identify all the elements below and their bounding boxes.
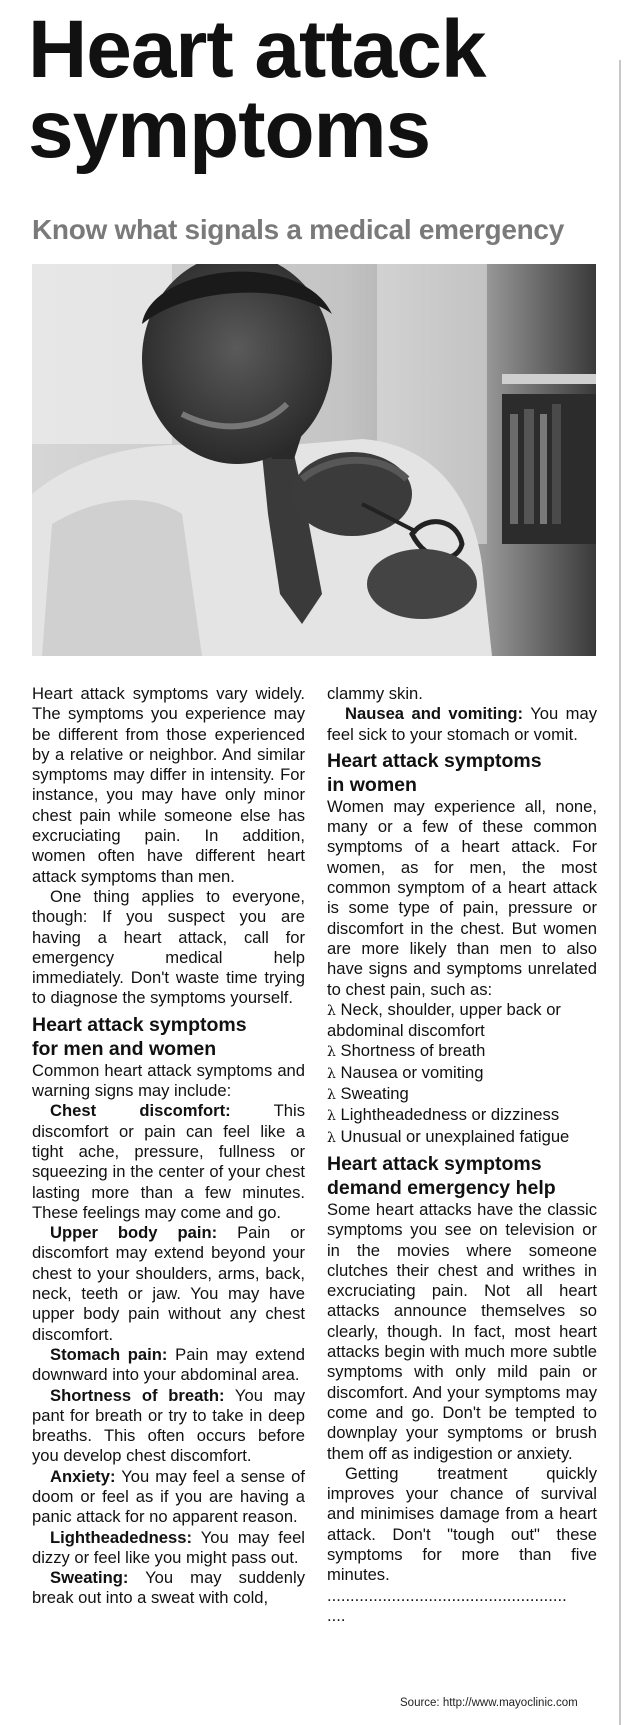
women-symptom-list <box>327 1000 597 1148</box>
column-rule <box>619 60 621 1725</box>
list-item: λ Sweating <box>327 1084 409 1104</box>
bullet-icon: λ <box>327 1002 336 1019</box>
bullet-icon: λ <box>327 1044 336 1061</box>
continued-text: clammy skin. <box>327 684 423 703</box>
article-title: Heart attack symptoms <box>28 4 486 175</box>
section-heading-men-women: Heart attack symptoms for men and women <box>32 1013 247 1060</box>
man-clutching-chest-photo <box>32 264 596 656</box>
article-column-1 <box>32 684 305 1609</box>
article-column-2 <box>327 684 597 1626</box>
section-heading-emergency: Heart attack symptoms demand emergency help <box>327 1152 556 1199</box>
bullet-icon: λ <box>327 1129 336 1146</box>
dotted-divider-end: .... <box>327 1605 346 1625</box>
section-heading-women: Heart attack symptoms in women <box>327 749 542 796</box>
warning-signs-intro: Common heart attack symptoms and warning signs may include: <box>32 1060 305 1101</box>
dotted-divider: .................................................... <box>327 1585 567 1605</box>
article-subtitle: Know what signals a medical emergency <box>32 214 564 245</box>
list-item: λ Lightheadedness or dizziness <box>327 1105 560 1125</box>
symptom-item: Stomach pain: Pain may extend downward into your abdominal area. <box>32 1344 306 1385</box>
symptom-item: Anxiety: You may feel a sense of doom or feel as if you are having a panic attack for no apparent reason. <box>32 1466 305 1527</box>
treatment-paragraph: Getting treatment quickly improves your chance of survival and minimises damage from a heart attack. Don't "tough out" these symptoms for more than five minutes. <box>327 1463 597 1585</box>
source-credit: Source: http://www.mayoclinic.com <box>400 1697 578 1709</box>
intro-paragraph: Heart attack symptoms vary widely. The symptoms you experience may be different from those experienced by a relative or neighbor. And similar symptoms may differ in intensity. For instance, you may have only minor chest pain while someone else has excruciating pain. In addition, women often have different heart attack symptoms than men. <box>32 684 305 886</box>
list-item: λ Shortness of breath <box>327 1041 486 1061</box>
list-item: λ Unusual or unexplained fatigue <box>327 1126 570 1146</box>
women-paragraph: Women may experience all, none, many or a few of these common symptoms of a heart attack. For women, as for men, the most common symptom of a heart attack is some type of pain, pressure or discomfort in the chest. But women are more likely than men to also have signs and symptoms unrelated to chest pain, such as: <box>327 796 597 999</box>
symptom-item: Chest discomfort: This discomfort or pain can feel like a tight ache, pressure, fullness or squeezing in the center of your chest lasting more than a few minutes. These feelings may come and go. <box>32 1101 305 1222</box>
symptom-item: Shortness of breath: You may pant for breath or try to take in deep breaths. This often occurs before you develop chest discomfort. <box>32 1385 305 1466</box>
advice-paragraph: One thing applies to everyone, though: If you suspect you are having a heart attack, call for emergency medical help immediately. Don't waste time trying to diagnose the symptoms yourself. <box>32 886 305 1008</box>
bullet-icon: λ <box>327 1108 336 1125</box>
list-item: λ Neck, shoulder, upper back or abdominal discomfort <box>327 999 561 1041</box>
symptom-item: Lightheadedness: You may feel dizzy or feel like you might pass out. <box>32 1527 305 1567</box>
bullet-icon: λ <box>327 1087 336 1104</box>
symptom-item: Nausea and vomiting: You may feel sick to your stomach or vomit. <box>327 704 597 744</box>
emergency-paragraph: Some heart attacks have the classic symptoms you see on television or in the movies where someone clutches their chest and writhes in excruciating pain. Not all heart attacks announce themselves so clearly, though. In fact, most heart attacks begin with much more subtle symptoms with only mild pain or discomfort. And your symptoms may come and go. Don't be tempted to downplay your symptoms or brush them off as indigestion or anxiety. <box>327 1199 597 1463</box>
symptom-item: Upper body pain: Pain or discomfort may extend beyond your chest to your shoulders, arms, back, neck, teeth or jaw. You may have upper body pain without any chest discomfort. <box>32 1223 305 1344</box>
symptom-item: Sweating: You may suddenly break out into a sweat with cold, <box>32 1568 305 1608</box>
bullet-icon: λ <box>327 1065 336 1082</box>
list-item: λ Nausea or vomiting <box>327 1062 484 1082</box>
photo-illustration <box>32 264 596 656</box>
